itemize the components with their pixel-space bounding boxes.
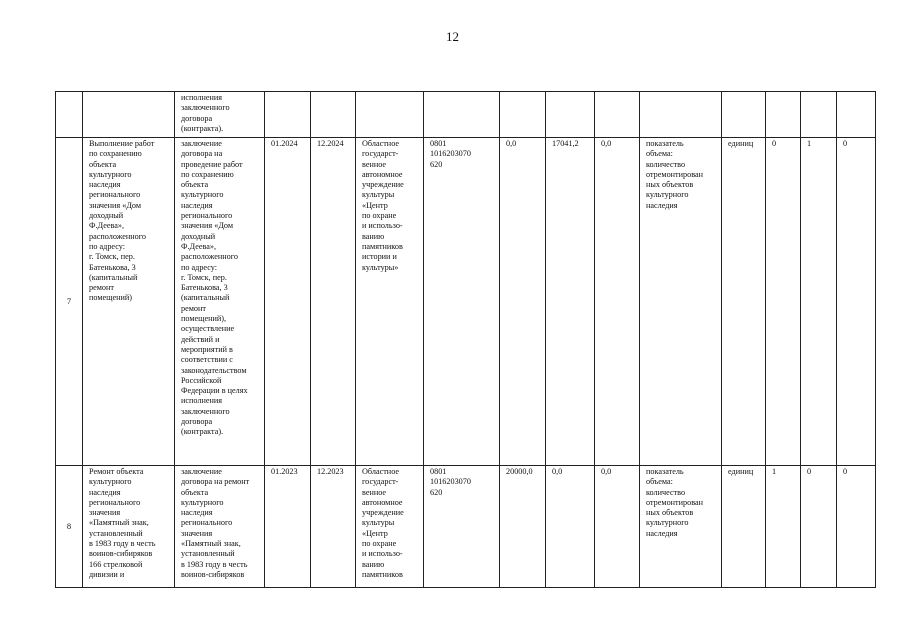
funding-value-2: 0,0	[546, 466, 595, 588]
indicator-cell: показатель объема: количество отремонтирован ных объектов культурного наследия	[640, 466, 722, 588]
unit-cell: единиц	[722, 466, 766, 588]
end-date-cell	[311, 92, 356, 138]
indicator-cell: показатель объема: количество отремонтирован ных объектов культурного наследия	[640, 138, 722, 466]
result-cell: заключение договора на ремонт объекта культурного наследия регионального значения «Памятный знак, установленный в 1983 году в честь воинов-сибиряков	[175, 466, 265, 588]
funding-value-1: 20000,0	[500, 466, 546, 588]
plan-value-1: 0	[766, 138, 801, 466]
plan-value-3: 0	[837, 466, 876, 588]
plan-value-3: 0	[837, 138, 876, 466]
funding-value-1	[500, 92, 546, 138]
funding-value-3: 0,0	[595, 466, 640, 588]
unit-cell: единиц	[722, 138, 766, 466]
funding-value-3: 0,0	[595, 138, 640, 466]
start-date-cell: 01.2023	[265, 466, 311, 588]
event-name-cell: Выполнение работ по сохранению объекта культурного наследия регионального значения «Дом доходный Ф.Деева», расположенного по адресу: г. Томск, пер. Батенькова, 3 (капитальный ремонт помещений)	[83, 138, 175, 466]
budget-code-cell: 0801 1016203070 620	[424, 138, 500, 466]
plan-value-2: 1	[801, 138, 837, 466]
funding-value-2	[546, 92, 595, 138]
start-date-cell: 01.2024	[265, 138, 311, 466]
start-date-cell	[265, 92, 311, 138]
end-date-cell: 12.2023	[311, 466, 356, 588]
result-cell: исполнения заключенного договора (контракта).	[175, 92, 265, 138]
plan-value-1: 1	[766, 466, 801, 588]
program-table	[55, 91, 876, 588]
plan-value-2: 0	[801, 466, 837, 588]
budget-code-cell	[424, 92, 500, 138]
executor-cell: Областное государст- венное автономное учреждение культуры «Центр по охране и использо- ванию памятников истории и культуры»	[356, 138, 424, 466]
plan-value-1	[766, 92, 801, 138]
event-name-cell	[83, 92, 175, 138]
funding-value-3	[595, 92, 640, 138]
budget-code-cell: 0801 1016203070 620	[424, 466, 500, 588]
end-date-cell: 12.2024	[311, 138, 356, 466]
funding-value-2: 17041,2	[546, 138, 595, 466]
table-row	[56, 466, 876, 588]
plan-value-3	[837, 92, 876, 138]
table-row	[56, 92, 876, 138]
plan-value-2	[801, 92, 837, 138]
funding-value-1: 0,0	[500, 138, 546, 466]
indicator-cell	[640, 92, 722, 138]
event-name-cell: Ремонт объекта культурного наследия регионального значения «Памятный знак, установленный в 1983 году в честь воинов-сибиряков 166 стрелковой дивизии и	[83, 466, 175, 588]
row-number: 7	[56, 138, 83, 466]
executor-cell: Областное государст- венное автономное учреждение культуры «Центр по охране и использо- ванию памятников	[356, 466, 424, 588]
result-cell: заключение договора на проведение работ по сохранению объекта культурного наследия регионального значения «Дом доходный Ф.Деева», расположенного по адресу: г. Томск, пер. Батенькова, 3 (капитальный ремонт помещений), осуществление действий и мероприятий в соответствии с законодательством Российской Федерации в целях исполнения заключенного договора (контракта).	[175, 138, 265, 466]
executor-cell	[356, 92, 424, 138]
table-row	[56, 138, 876, 466]
unit-cell	[722, 92, 766, 138]
row-number	[56, 92, 83, 138]
row-number: 8	[56, 466, 83, 588]
page-number: 12	[446, 29, 459, 44]
